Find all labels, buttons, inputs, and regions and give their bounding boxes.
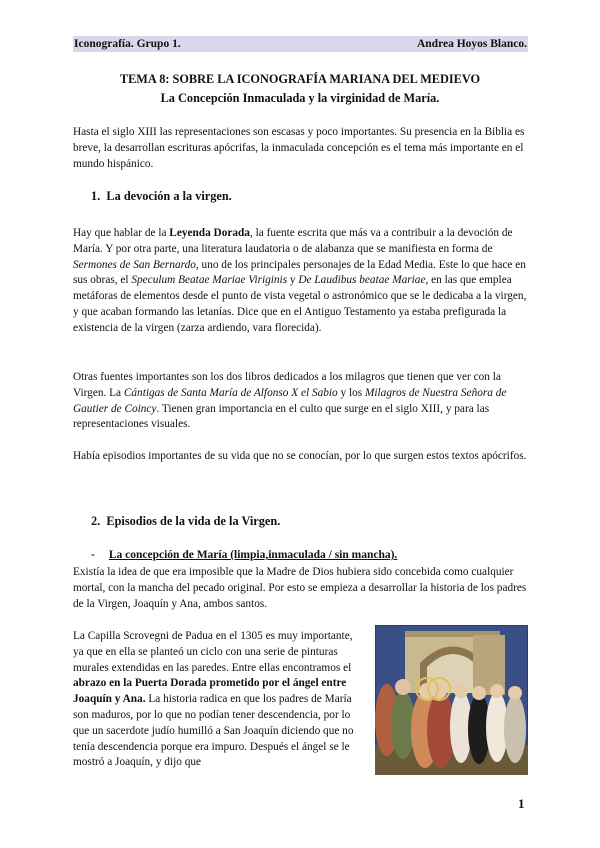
paragraph-leyenda-dorada: Hay que hablar de la Leyenda Dorada, la fuente escrita que más va a contribuir a la devoción de María. Y por otra parte, una literatura laudatoria o de alabanza que se manifiesta en forma de Sermones de San Bernardo, uno de los principales personajes de la Edad Media. Este lo que hace en sus obras, el Speculum Beatae Mariae Viriginis y De Laudibus beatae Mariae, en las que emplea metáforas de elementos desde el punto de vista vegetal o astronómico que se le dedicaba a la virgen, y que acaban formando las letanías. Dice que en el Antiguo Testamento ya estaba prefigurada la existencia de la virgen (zarza ardiendo, vara florecida). bbox=[73, 227, 527, 334]
list-dash: - bbox=[91, 549, 95, 561]
document-header bbox=[73, 36, 528, 52]
section-title: La devoción a la virgen. bbox=[106, 189, 232, 203]
page-number: 1 bbox=[518, 796, 525, 811]
subsection-heading bbox=[91, 549, 397, 561]
section-heading-1 bbox=[91, 189, 232, 204]
document-subtitle: La Concepción Inmaculada y la virginidad de María. bbox=[160, 91, 440, 105]
paragraph-apocrifos: Había episodios importantes de su vida que no se conocían, por lo que surgen estos textos apócrifos. bbox=[73, 450, 527, 462]
section-number: 2. bbox=[91, 514, 101, 528]
header-author: Andrea Hoyos Blanco. bbox=[416, 38, 527, 50]
section-heading-2 bbox=[91, 514, 280, 529]
section-number: 1. bbox=[91, 189, 101, 203]
subsection-label: La concepción de María (limpia,inmaculada / sin mancha). bbox=[108, 549, 398, 561]
header-course: Iconografía. Grupo 1. bbox=[74, 38, 181, 50]
fresco-golden-gate-image bbox=[375, 625, 528, 775]
paragraph-concepcion: Existía la idea de que era imposible que la Madre de Dios hubiera sido concebida como cualquier mortal, con la mancha del pecado original. Por esto se empieza a desarrollar la historia de los padres de la Virgen, Joaquín y Ana, ambos santos. bbox=[73, 566, 527, 610]
document-title: TEMA 8: SOBRE LA ICONOGRAFÍA MARIANA DEL MEDIEVO bbox=[119, 72, 481, 86]
paragraph-scrovegni: La Capilla Scrovegni de Padua en el 1305 es muy importante, ya que en ella se planteó un ciclo con una serie de pinturas murales extendidas en las paredes. Entre ellas encontramos el abrazo en la Puerta Dorada prometido por el ángel entre Joaquín y Ana. La historia radica en que los padres de María son maduros, por lo que no podían tener descendencia, por lo que un sacerdote judío humilló a San Joaquín diciendo que no tenía descendencia porque era impuro. Después el ángel se le mostró a Joaquín, y dijo que bbox=[73, 630, 354, 769]
intro-paragraph: Hasta el siglo XIII las representaciones son escasas y poco importantes. Su presencia en la Biblia es breve, la desarrollan escrituras apócrifas, la inmaculada concepción es el tema más importante en el mundo hispánico. bbox=[73, 126, 525, 170]
section-title: Episodios de la vida de la Virgen. bbox=[106, 514, 281, 528]
paragraph-milagros: Otras fuentes importantes son los dos libros dedicados a los milagros que tienen que ver con la Virgen. La Cántigas de Santa María de Alfonso X el Sabio y los Milagros de Nuestra Señora de Gautier de Coincy. Tienen gran importancia en el culto que surge en el siglo XIII, y para las representaciones visuales. bbox=[73, 371, 507, 431]
